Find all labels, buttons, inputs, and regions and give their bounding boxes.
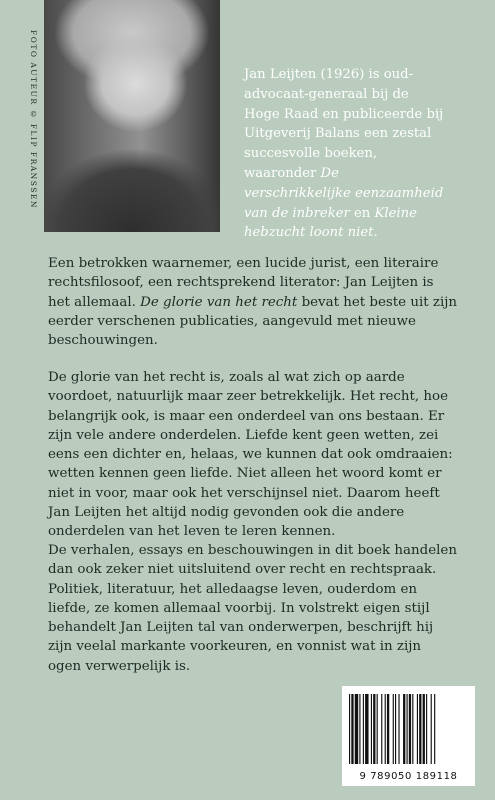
photo-credit: FOTO AUTEUR © FLIP FRANSSEN xyxy=(29,30,38,209)
blurb-paragraph-3: De verhalen, essays en beschouwingen in dit boek handelen dan ook zeker niet uitsluitend over recht en rechtspraak. Politiek, literatuur, het alledaagse leven, ouderdom en liefde, ze komen allemaal voorbij. In volstrekt eigen stijl behandelt Jan Leijten tal van onderwerpen, beschrijft hij zijn veelal markante voorkeuren, en vonnist wat in zijn ogen verwerpelijk is. xyxy=(48,543,457,674)
p1-book-title: De glorie van het recht xyxy=(140,294,298,310)
bio-book-title-1: De verschrikkelijke eenzaamheid van de inbreker xyxy=(244,165,444,221)
bio-book-title-2: Kleine hebzucht loont niet. xyxy=(244,205,417,241)
barcode-bars-icon xyxy=(349,694,468,764)
bio-text: Jan Leijten (1926) is oud-advocaat-generaal bij de Hoge Raad en publiceerde bij Uitgeverij Balans een zestal succesvolle boeken, waaronder xyxy=(244,67,444,181)
author-photo xyxy=(44,0,220,232)
p1-text-before: Een betrokken waarnemer, een lucide jurist, een literaire rechtsfilosoof, een rechtsprekend literator: Jan Leijten is het allemaal. xyxy=(48,256,439,310)
bio-connector: en xyxy=(354,205,371,221)
author-bio xyxy=(244,65,444,243)
isbn-barcode xyxy=(342,686,475,786)
barcode-number: 9 789050 189118 xyxy=(359,771,458,782)
blurb-paragraph-1 xyxy=(48,254,458,350)
blurb-paragraph-2: De glorie van het recht is, zoals al wat zich op aarde voordoet, natuurlijk maar zeer betrekkelijk. Het recht, hoe belangrijk ook, is maar een onderdeel van ons bestaan. Er zijn vele andere onderdelen. Liefde kent geen wetten, zei eens een dichter en, helaas, we kunnen dat ook omdraaien: wetten kennen geen liefde. Niet alleen het woord komt er niet in voor, maar ook het verschijnsel niet. Daarom heeft Jan Leijten het altijd nodig gevonden ook die andere onderdelen van het leven te leren kennen. xyxy=(48,370,453,540)
p1-text-after: bevat het beste uit zijn eerder verschenen publicaties, aangevuld met nieuwe beschouwingen. xyxy=(48,294,458,349)
